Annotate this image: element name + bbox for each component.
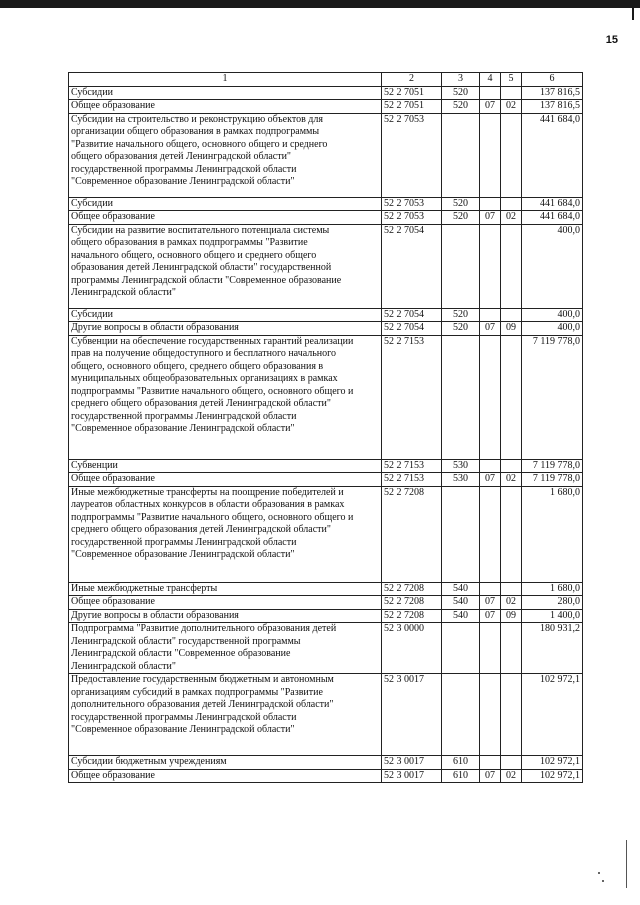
scan-edge-mark bbox=[626, 840, 627, 888]
table-row bbox=[69, 756, 583, 770]
row-pr-cell bbox=[501, 224, 522, 308]
row-code-cell: 52 2 7054 bbox=[382, 308, 442, 322]
row-sum-cell: 280,0 bbox=[522, 596, 583, 610]
row-vr-cell bbox=[442, 674, 480, 756]
row-rz-cell bbox=[480, 308, 501, 322]
header-row bbox=[69, 73, 583, 87]
row-vr-cell: 530 bbox=[442, 473, 480, 487]
row-pr-cell: 02 bbox=[501, 769, 522, 783]
row-vr-cell: 520 bbox=[442, 197, 480, 211]
row-rz-cell bbox=[480, 224, 501, 308]
page-number: 15 bbox=[605, 34, 618, 46]
row-sum-cell: 180 931,2 bbox=[522, 623, 583, 674]
row-name-cell: Субвенции на обеспечение государственных гарантий реализации прав на получение общедоступного и бесплатного начального общего, основного общего, среднего общего образования в муниципальных общеобразовательных организациях в рамках подпрограммы "Развитие начального общего, основного общего и среднего общего образования детей Ленинградской области" государственной программы Ленинградской области "Современное образование Ленинградской области" bbox=[69, 335, 382, 459]
table-row bbox=[69, 473, 583, 487]
row-rz-cell: 07 bbox=[480, 609, 501, 623]
row-vr-cell: 530 bbox=[442, 459, 480, 473]
row-rz-cell bbox=[480, 756, 501, 770]
table-row bbox=[69, 86, 583, 100]
row-name-cell: Иные межбюджетные трансферты на поощрение победителей и лауреатов областных конкурсов в области образования в рамках подпрограммы "Развитие начального общего, основного общего и среднего общего образования детей Ленинградской области" государственной программы Ленинградской области "Современное образование Ленинградской области" bbox=[69, 486, 382, 582]
row-vr-cell bbox=[442, 623, 480, 674]
row-code-cell: 52 2 7051 bbox=[382, 86, 442, 100]
row-sum-cell: 1 680,0 bbox=[522, 582, 583, 596]
row-pr-cell: 02 bbox=[501, 211, 522, 225]
row-name-cell: Другие вопросы в области образования bbox=[69, 322, 382, 336]
row-code-cell: 52 2 7153 bbox=[382, 473, 442, 487]
row-code-cell: 52 2 7051 bbox=[382, 100, 442, 114]
row-pr-cell: 02 bbox=[501, 473, 522, 487]
scan-edge-mark bbox=[632, 8, 634, 20]
row-rz-cell: 07 bbox=[480, 473, 501, 487]
row-vr-cell: 520 bbox=[442, 308, 480, 322]
table-row bbox=[69, 322, 583, 336]
row-rz-cell: 07 bbox=[480, 100, 501, 114]
row-pr-cell bbox=[501, 756, 522, 770]
header-cell: 3 bbox=[442, 73, 480, 87]
row-name-cell: Общее образование bbox=[69, 473, 382, 487]
row-name-cell: Субсидии на строительство и реконструкцию объектов для организации общего образования в рамках подпрограммы "Развитие начального общего, основного общего и среднего общего образования детей Ленинградской области" государственной программы Ленинградской области "Современное образование Ленинградской области" bbox=[69, 113, 382, 197]
table-row bbox=[69, 308, 583, 322]
row-rz-cell bbox=[480, 459, 501, 473]
row-name-cell: Общее образование bbox=[69, 596, 382, 610]
table-row bbox=[69, 674, 583, 756]
table-row bbox=[69, 459, 583, 473]
row-code-cell: 52 2 7153 bbox=[382, 335, 442, 459]
row-rz-cell bbox=[480, 113, 501, 197]
row-sum-cell: 102 972,1 bbox=[522, 756, 583, 770]
row-name-cell: Субсидии bbox=[69, 86, 382, 100]
row-pr-cell bbox=[501, 459, 522, 473]
row-sum-cell: 7 119 778,0 bbox=[522, 335, 583, 459]
row-vr-cell: 540 bbox=[442, 609, 480, 623]
row-name-cell: Субсидии бюджетным учреждениям bbox=[69, 756, 382, 770]
row-code-cell: 52 2 7054 bbox=[382, 224, 442, 308]
row-vr-cell: 520 bbox=[442, 86, 480, 100]
row-name-cell: Субсидии bbox=[69, 308, 382, 322]
row-rz-cell bbox=[480, 197, 501, 211]
row-pr-cell bbox=[501, 582, 522, 596]
budget-table-body bbox=[69, 73, 583, 783]
row-pr-cell bbox=[501, 335, 522, 459]
row-name-cell: Подпрограмма "Развитие дополнительного образования детей Ленинградской области" государственной программы Ленинградской области "Современное образование Ленинградской области" bbox=[69, 623, 382, 674]
row-rz-cell: 07 bbox=[480, 211, 501, 225]
row-pr-cell bbox=[501, 308, 522, 322]
row-vr-cell bbox=[442, 113, 480, 197]
row-pr-cell bbox=[501, 486, 522, 582]
row-sum-cell: 1 400,0 bbox=[522, 609, 583, 623]
row-code-cell: 52 2 7208 bbox=[382, 596, 442, 610]
table-row bbox=[69, 769, 583, 783]
row-rz-cell: 07 bbox=[480, 322, 501, 336]
header-cell: 6 bbox=[522, 73, 583, 87]
row-pr-cell bbox=[501, 674, 522, 756]
header-cell: 1 bbox=[69, 73, 382, 87]
row-code-cell: 52 2 7053 bbox=[382, 211, 442, 225]
row-vr-cell: 610 bbox=[442, 756, 480, 770]
row-name-cell: Общее образование bbox=[69, 100, 382, 114]
row-rz-cell: 07 bbox=[480, 769, 501, 783]
row-vr-cell: 540 bbox=[442, 582, 480, 596]
row-vr-cell: 610 bbox=[442, 769, 480, 783]
table-row bbox=[69, 582, 583, 596]
row-vr-cell: 540 bbox=[442, 596, 480, 610]
row-sum-cell: 400,0 bbox=[522, 308, 583, 322]
table-row bbox=[69, 113, 583, 197]
row-vr-cell bbox=[442, 335, 480, 459]
row-rz-cell bbox=[480, 582, 501, 596]
row-code-cell: 52 3 0017 bbox=[382, 674, 442, 756]
row-rz-cell bbox=[480, 335, 501, 459]
header-cell: 4 bbox=[480, 73, 501, 87]
row-pr-cell bbox=[501, 86, 522, 100]
table-row bbox=[69, 596, 583, 610]
row-code-cell: 52 2 7208 bbox=[382, 582, 442, 596]
row-sum-cell: 400,0 bbox=[522, 322, 583, 336]
row-name-cell: Субсидии bbox=[69, 197, 382, 211]
header-cell: 2 bbox=[382, 73, 442, 87]
row-code-cell: 52 3 0017 bbox=[382, 769, 442, 783]
scan-top-edge bbox=[0, 0, 640, 8]
row-code-cell: 52 3 0000 bbox=[382, 623, 442, 674]
row-pr-cell: 09 bbox=[501, 322, 522, 336]
row-code-cell: 52 2 7053 bbox=[382, 113, 442, 197]
row-pr-cell: 02 bbox=[501, 596, 522, 610]
budget-table bbox=[68, 72, 583, 783]
table-row bbox=[69, 609, 583, 623]
table-row bbox=[69, 335, 583, 459]
row-name-cell: Предоставление государственным бюджетным и автономным организациям субсидий в рамках подпрограммы "Развитие дополнительного образования детей Ленинградской области" государственной программы Ленинградской области "Современное образование Ленинградской области" bbox=[69, 674, 382, 756]
row-name-cell: Субвенции bbox=[69, 459, 382, 473]
row-pr-cell: 09 bbox=[501, 609, 522, 623]
row-pr-cell: 02 bbox=[501, 100, 522, 114]
row-sum-cell: 137 816,5 bbox=[522, 100, 583, 114]
row-sum-cell: 102 972,1 bbox=[522, 769, 583, 783]
row-name-cell: Общее образование bbox=[69, 769, 382, 783]
row-rz-cell bbox=[480, 86, 501, 100]
row-name-cell: Другие вопросы в области образования bbox=[69, 609, 382, 623]
row-sum-cell: 400,0 bbox=[522, 224, 583, 308]
row-name-cell: Общее образование bbox=[69, 211, 382, 225]
row-sum-cell: 7 119 778,0 bbox=[522, 473, 583, 487]
table-row bbox=[69, 623, 583, 674]
row-rz-cell: 07 bbox=[480, 596, 501, 610]
row-vr-cell: 520 bbox=[442, 211, 480, 225]
row-pr-cell bbox=[501, 623, 522, 674]
table-row bbox=[69, 224, 583, 308]
table-row bbox=[69, 211, 583, 225]
row-sum-cell: 7 119 778,0 bbox=[522, 459, 583, 473]
row-rz-cell bbox=[480, 674, 501, 756]
row-pr-cell bbox=[501, 113, 522, 197]
row-vr-cell bbox=[442, 486, 480, 582]
row-name-cell: Иные межбюджетные трансферты bbox=[69, 582, 382, 596]
row-code-cell: 52 2 7053 bbox=[382, 197, 442, 211]
row-rz-cell bbox=[480, 486, 501, 582]
header-cell: 5 bbox=[501, 73, 522, 87]
scan-speck bbox=[598, 872, 600, 874]
row-name-cell: Субсидии на развитие воспитательного потенциала системы общего образования в рамках подпрограммы "Развитие начального общего, основного общего и среднего общего образования детей Ленинградской области" государственной программы Ленинградской области "Современное образование Ленинградской области" bbox=[69, 224, 382, 308]
table-row bbox=[69, 197, 583, 211]
row-code-cell: 52 2 7208 bbox=[382, 486, 442, 582]
table-row bbox=[69, 100, 583, 114]
row-code-cell: 52 2 7153 bbox=[382, 459, 442, 473]
row-code-cell: 52 2 7054 bbox=[382, 322, 442, 336]
row-sum-cell: 441 684,0 bbox=[522, 197, 583, 211]
row-vr-cell: 520 bbox=[442, 322, 480, 336]
scan-speck bbox=[602, 880, 604, 882]
row-vr-cell: 520 bbox=[442, 100, 480, 114]
row-code-cell: 52 2 7208 bbox=[382, 609, 442, 623]
row-rz-cell bbox=[480, 623, 501, 674]
row-sum-cell: 441 684,0 bbox=[522, 211, 583, 225]
row-sum-cell: 102 972,1 bbox=[522, 674, 583, 756]
row-pr-cell bbox=[501, 197, 522, 211]
row-vr-cell bbox=[442, 224, 480, 308]
row-sum-cell: 137 816,5 bbox=[522, 86, 583, 100]
row-sum-cell: 441 684,0 bbox=[522, 113, 583, 197]
row-sum-cell: 1 680,0 bbox=[522, 486, 583, 582]
row-code-cell: 52 3 0017 bbox=[382, 756, 442, 770]
table-row bbox=[69, 486, 583, 582]
